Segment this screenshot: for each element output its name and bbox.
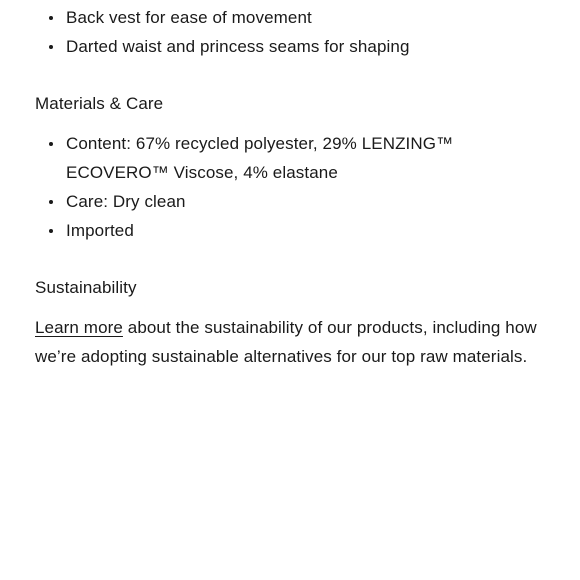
sustainability-heading: Sustainability (35, 278, 137, 297)
materials-item-content: Content: 67% recycled polyester, 29% LENZING™ ECOVERO™ Viscose, 4% elastane (35, 129, 545, 187)
learn-more-link[interactable]: Learn more (35, 318, 123, 337)
materials-item-origin: Imported (35, 216, 545, 245)
sustainability-body-text: about the sustainability of our products, including how we’re adopting sustainable alternatives for our top raw materials. (35, 318, 537, 366)
materials-item-care: Care: Dry clean (35, 187, 545, 216)
feature-item: Back vest for ease of movement (35, 3, 545, 32)
feature-item: Darted waist and princess seams for shaping (35, 32, 545, 61)
materials-care-heading: Materials & Care (35, 94, 164, 113)
sustainability-paragraph (35, 313, 545, 371)
materials-care-list (35, 129, 545, 245)
features-list (35, 0, 545, 61)
